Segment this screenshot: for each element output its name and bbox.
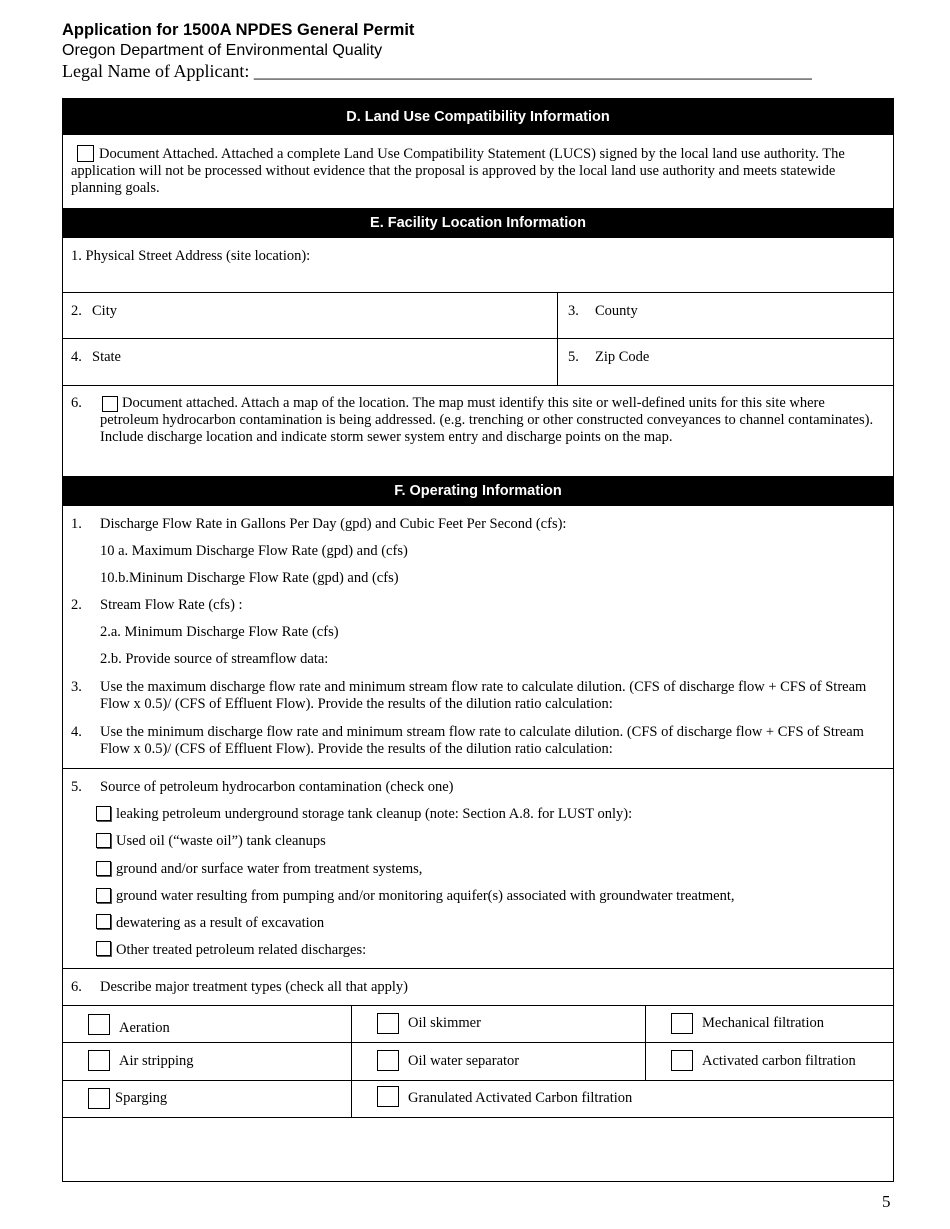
air-stripping-label: Air stripping xyxy=(119,1053,194,1069)
agency-name: Oregon Department of Environmental Quality xyxy=(62,42,383,59)
max-dilution-calculation[interactable]: Use the maximum discharge flow rate and minimum stream flow rate to calculate dilution. (CFS of discharge flow + CFS of Stream Flow x 0.5)/ (CFS of Effluent Flow). Provide the results of the dilution ratio calculation: xyxy=(100,679,867,712)
source-other-checkbox[interactable] xyxy=(96,941,111,956)
legal-name-field[interactable]: Legal Name of Applicant: ______________________________________________________________ xyxy=(62,61,812,81)
lucs-text: Document Attached. Attached a complete Land Use Compatibility Statement (LUCS) signed by the local land use authority. The application will not be processed without evidence that the proposal is approved by the local land use authority and meets statewide planning goals. xyxy=(71,146,845,196)
item-1-number: 1. xyxy=(71,516,82,532)
source-other-label: Other treated petroleum related discharges: xyxy=(116,942,367,958)
map-number: 6. xyxy=(71,395,82,411)
granulated-carbon-checkbox[interactable] xyxy=(377,1086,399,1107)
source-groundwater-label: ground water resulting from pumping and/or monitoring aquifer(s) associated with groundwater treatment, xyxy=(116,888,735,904)
source-groundwater-checkbox[interactable] xyxy=(96,888,111,903)
city-number: 2. xyxy=(71,303,82,319)
source-lust-checkbox[interactable] xyxy=(96,806,111,821)
min-stream-discharge-field[interactable]: 2.a. Minimum Discharge Flow Rate (cfs) xyxy=(100,624,339,640)
source-treatment-systems-label: ground and/or surface water from treatment systems, xyxy=(116,861,423,877)
section-f-header: F. Operating Information xyxy=(63,476,893,506)
page-number: 5 xyxy=(882,1192,891,1211)
max-discharge-flow-rate-field[interactable]: 10 a. Maximum Discharge Flow Rate (gpd) and (cfs) xyxy=(100,543,408,559)
item-2-number: 2. xyxy=(71,597,82,613)
document-title: Application for 1500A NPDES General Permit xyxy=(62,21,415,39)
min-dilution-calculation[interactable]: Use the minimum discharge flow rate and minimum stream flow rate to calculate dilution. (CFS of discharge flow + CFS of Stream Flow x 0.5)/ (CFS of Effluent Flow). Provide the results of the dilution ratio calculation: xyxy=(100,724,864,757)
source-used-oil-checkbox[interactable] xyxy=(96,833,111,848)
aeration-checkbox[interactable] xyxy=(88,1014,110,1035)
source-treatment-systems-checkbox[interactable] xyxy=(96,861,111,876)
oil-skimmer-checkbox[interactable] xyxy=(377,1013,399,1034)
air-stripping-checkbox[interactable] xyxy=(88,1050,110,1071)
zip-number: 5. xyxy=(568,349,579,365)
mechanical-filtration-checkbox[interactable] xyxy=(671,1013,693,1034)
oil-skimmer-label: Oil skimmer xyxy=(408,1015,481,1031)
contamination-source-title: Source of petroleum hydrocarbon contamination (check one) xyxy=(100,779,454,795)
source-dewatering-checkbox[interactable] xyxy=(96,914,111,929)
zip-code-field[interactable]: Zip Code xyxy=(595,349,650,365)
state-number: 4. xyxy=(71,349,82,365)
item-5-number: 5. xyxy=(71,779,82,795)
city-field[interactable]: City xyxy=(92,303,117,319)
activated-carbon-label: Activated carbon filtration xyxy=(702,1053,856,1069)
min-discharge-flow-rate-field[interactable]: 10.b.Mininum Discharge Flow Rate (gpd) and (cfs) xyxy=(100,570,399,586)
oil-water-separator-checkbox[interactable] xyxy=(377,1050,399,1071)
application-form xyxy=(62,98,894,1182)
sparging-checkbox[interactable] xyxy=(88,1088,110,1109)
granulated-carbon-label: Granulated Activated Carbon filtration xyxy=(408,1090,633,1106)
state-field[interactable]: State xyxy=(92,349,121,365)
streamflow-source-field[interactable]: 2.b. Provide source of streamflow data: xyxy=(100,651,329,667)
county-field[interactable]: County xyxy=(595,303,638,319)
aeration-label: Aeration xyxy=(119,1020,170,1036)
source-dewatering-label: dewatering as a result of excavation xyxy=(116,915,325,931)
county-number: 3. xyxy=(568,303,579,319)
section-e-header: E. Facility Location Information xyxy=(63,208,893,238)
map-text: Document attached. Attach a map of the location. The map must identify this site or well-defined units for this site where petroleum hydrocarbon contamination is being addressed. (e.g. trenching or other constructed conveyances to channel contaminates). Include discharge location and indicate storm sewer system entry and discharge points on the map. xyxy=(100,395,874,445)
source-used-oil-label: Used oil (“waste oil”) tank cleanups xyxy=(116,833,326,849)
activated-carbon-checkbox[interactable] xyxy=(671,1050,693,1071)
oil-water-separator-label: Oil water separator xyxy=(408,1053,520,1069)
item-3-number: 3. xyxy=(71,679,82,695)
section-d-header: D. Land Use Compatibility Information xyxy=(63,99,893,135)
mechanical-filtration-label: Mechanical filtration xyxy=(702,1015,824,1031)
item-4-number: 4. xyxy=(71,724,82,740)
item-6-number: 6. xyxy=(71,979,82,995)
discharge-flow-rate: Discharge Flow Rate in Gallons Per Day (gpd) and Cubic Feet Per Second (cfs): xyxy=(100,516,567,532)
treatment-types-title: Describe major treatment types (check all that apply) xyxy=(100,979,408,995)
document-header xyxy=(62,20,812,82)
stream-flow-rate-field[interactable]: Stream Flow Rate (cfs) : xyxy=(100,597,243,613)
street-address-field[interactable]: 1. Physical Street Address (site location): xyxy=(71,248,311,264)
source-lust-label: leaking petroleum underground storage tank cleanup (note: Section A.8. for LUST only): xyxy=(116,806,633,822)
treatment-notes-area[interactable] xyxy=(63,1118,893,1181)
sparging-label: Sparging xyxy=(115,1090,168,1106)
